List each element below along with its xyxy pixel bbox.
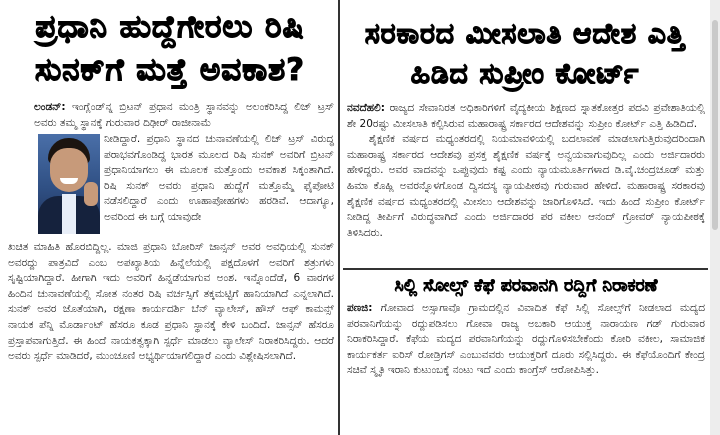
rishi-sunak-headline: ಪ್ರಧಾನಿ ಹುದ್ದೆಗೇರಲು ರಿಷಿ ಸುನಕ್‌ಗೆ ಮತ್ತೆ ಅವಕಾಶ? [34,9,306,88]
scrollbar-thumb[interactable] [712,20,718,230]
supreme-court-para-1: ನವದೆಹಲಿ: ರಾಜ್ಯದ ಸೇವಾನಿರತ ಅಧಿಕಾರಿಗಳಿಗೆ ವೈದ್ಯಕೀಯ ಶಿಕ್ಷಣದ ಸ್ನಾತಕೋತ್ತರ ಪದವಿ ಪ್ರವೇಶಾತಿಯಲ್ಲಿ ಶೇ 20ರಷ್ಟು ಮೀಸಲಾತಿ ಕಲ್ಪಿಸಿರುವ ಮಹಾರಾಷ್ಟ್ರ ಸರ್ಕಾರದ ಆದೇಶವನ್ನು ಸುಪ್ರೀಂ ಕೋರ್ಟ್ ಎತ್ತಿ ಹಿಡಿದಿದೆ. [347,102,705,130]
new-delhi-dateline: ನವದೆಹಲಿ: [347,102,385,114]
london-dateline: ಲಂಡನ್: [34,101,66,113]
supreme-court-body [347,101,705,241]
article-divider [343,268,708,270]
supreme-court-headline: ಸರಕಾರದ ಮೀಸಲಾತಿ ಆದೇಶ ಎತ್ತಿ ಹಿಡಿದ ಸುಪ್ರೀಂ ಕೋರ್ಟ್ [364,17,686,90]
rishi-sunak-intro [34,100,334,131]
right-column [343,0,708,435]
cafe-license-body: ಪಣಜಿ: ಗೋವಾದ ಅಸ್ಸಾಗಾವೊ ಗ್ರಾಮದಲ್ಲಿನ ವಿವಾದಿತ ಕೆಫೆ ಸಿಲ್ಲಿ ಸೋಲ್ಸ್‌ಗೆ ನೀಡಲಾದ ಮದ್ಯದ ಪರವಾನಿಗೆಯನ್ನು ರದ್ದುಪಡಿಸಲು ಗೋವಾ ರಾಜ್ಯ ಅಬಕಾರಿ ಆಯುಕ್ತ ನಾರಾಯಣ ಗಡ್ ಗುರುವಾರ ನಿರಾಕರಿಸಿದ್ದಾರೆ. ಕೆಫೆಯ ಮದ್ಯದ ಪರವಾನಿಗೆಯನ್ನು ರದ್ದುಗೊಳಿಸಬೇಕೆಂದು ಕೋರಿ ವಕೀಲ, ಸಾಮಾಜಿಕ ಕಾರ್ಯಕರ್ತ ಐರಿಸ್ ರೋಡ್ರಿಗಸ್ ಎಂಬುವವರು ಆಯುಕ್ತರಿಗೆ ದೂರು ಸಲ್ಲಿಸಿದ್ದರು. ಈ ಕೆಫೆಯೊಂದಿಗೆ ಕೇಂದ್ರ ಸಚಿವೆ ಸ್ಮೃತಿ ಇರಾನಿ ಕುಟುಂಬಕ್ಕೆ ನಂಟು ಇದೆ ಎಂದು ಕಾಂಗ್ರೆಸ್ ಆರೋಪಿಸಿತ್ತು. [347,302,705,377]
left-column [0,0,340,435]
panaji-dateline: ಪಣಜಿ: [347,302,373,314]
supreme-court-para-2: ಶೈಕ್ಷಣಿಕ ವರ್ಷದ ಮಧ್ಯಂತರದಲ್ಲಿ ನಿಯಮಾವಳಿಯಲ್ಲಿ ಬದಲಾವಣೆ ಮಾಡಲಾಗುತ್ತಿರುವುದರಿಂದಾಗಿ ಮಹಾರಾಷ್ಟ್ರ ಸರ್ಕಾರದ ಆದೇಶವು ಪ್ರಸಕ್ತ ಶೈಕ್ಷಣಿಕ ವರ್ಷಕ್ಕೆ ಅನ್ವಯವಾಗುವುದಿಲ್ಲ ಎಂದು ಅರ್ಜಿದಾರರು ಹೇಳಿದ್ದರು. ಅವರ ವಾದವನ್ನು ಒಪ್ಪುವುದು ಕಷ್ಟ ಎಂದು ನ್ಯಾಯಮೂರ್ತಿಗಳಾದ ಡಿ.ವೈ.ಚಂದ್ರಚೂಡ್ ಮತ್ತು ಹಿಮಾ ಕೊಹ್ಲಿ ಅವರನ್ನೊಳಗೊಂಡ ದ್ವಿಸದಸ್ಯ ನ್ಯಾಯಪೀಠವು ಗುರುವಾರ ಹೇಳಿದೆ. ಮಹಾರಾಷ್ಟ್ರ ಸರಕಾರವು ಶೈಕ್ಷಣಿಕ ವರ್ಷದ ಮಧ್ಯಂತರದಲ್ಲಿ ಮೀಸಲು ಆದೇಶವನ್ನು ಜಾರಿಗೊಳಿಸಿದೆ. ಇದು ಹಿಂದೆ ಸುಪ್ರೀಂ ಕೋರ್ಟ್ ನೀಡಿದ್ದ ತೀರ್ಪಿಗೆ ವಿರುದ್ಧವಾಗಿದೆ ಎಂದು ಅರ್ಜಿದಾರರ ಪರ ವಕೀಲ ಆನಂದ್ ಗ್ರೋವರ್ ನ್ಯಾಯಪೀಠಕ್ಕೆ ತಿಳಿಸಿದರು. [347,133,705,239]
vertical-scrollbar[interactable] [710,0,720,435]
intro-text: ಇಂಗ್ಲೆಂಡ್‌ನ್ನ ಬ್ರಿಟನ್ ಪ್ರಧಾನ ಮಂತ್ರಿ ಸ್ಥಾನವನ್ನು ಅಲಂಕರಿಸಿದ್ದ ಲಿಜ್ ಟ್ರಸ್ ಅವರು ತಮ್ಮ ಸ್ಥಾನಕ್ಕೆ ಗುರುವಾರ ದಿಢೀರ್ ರಾಜೀನಾಮೆ [34,101,334,129]
cafe-license-headline: ಸಿಲ್ಲಿ ಸೋಲ್ಸ್ ಕೆಫೆ ಪರವಾನಗಿ ರದ್ದಿಗೆ ನಿರಾಕರಣೆ [394,276,658,296]
rishi-sunak-body-wrap: ನೀಡಿದ್ದಾರೆ. ಪ್ರಧಾನಿ ಸ್ಥಾನದ ಚುನಾವಣೆಯಲ್ಲಿ ಲಿಜ್ ಟ್ರಸ್ ವಿರುದ್ಧ ಪರಾಭವಗೊಂಡಿದ್ದ ಭಾರತ ಮೂಲದ ರಿಷಿ ಸುನಕ್ ಅವರಿಗೆ ಬ್ರಿಟನ್ ಪ್ರಧಾನಿಯಾಗಲು ಈ ಮೂಲಕ ಮತ್ತೊಂದು ಅವಕಾಶ ಸಿಕ್ಕಂತಾಗಿದೆ. ರಿಷಿ ಸುನಕ್ ಅವರು ಪ್ರಧಾನಿ ಹುದ್ದೆಗೆ ಮತ್ತೊಮ್ಮೆ ಫೈಪೋಟಿ ನಡೆಸಲಿದ್ದಾರೆ ಎಂದು ಊಹಾಪೋಹಗಳು ಹರಡಿವೆ. ಆದಾಗ್ಯೂ, ಅವರಿಂದ ಈ ಬಗ್ಗೆ ಯಾವುದೇ [104,133,334,223]
rishi-sunak-photo [38,134,100,234]
rishi-sunak-body: ಖಚಿತ ಮಾಹಿತಿ ಹೊರಬಿದ್ದಿಲ್ಲ. ಮಾಜಿ ಪ್ರಧಾನಿ ಬೋರಿಸ್ ಜಾನ್ಸನ್ ಅವರ ಅವಧಿಯಲ್ಲಿ ಸುನಕ್ ಅವರದ್ದು ಪಾತ್ರವಿದೆ ಎಂಬ ಅಪಖ್ಯಾತಿಯ ಹಿನ್ನೆಲೆಯಲ್ಲಿ ಪಕ್ಷದೊಳಗೆ ಅವರಿಗೆ ಶತ್ರುಗಳು ಸೃಷ್ಟಿಯಾಗಿದ್ದಾರೆ. ಹೀಗಾಗಿ ಇದು ಅವರಿಗೆ ಹಿನ್ನಡೆಯಾಗುವ ಅಂಶ. ಇನ್ನೊಂದೆಡೆ, 6 ವಾರಗಳ ಹಿಂದಿನ ಚುನಾವಣೆಯಲ್ಲಿ ಸೋತ ನಂತರ ರಿಷಿ ವರ್ಚಸ್ಸಿಗೆ ತಕ್ಕಮಟ್ಟಿಗೆ ಹಾನಿಯಾಗಿದೆ ಎನ್ನಲಾಗಿದೆ. ಸುನಕ್ ಅವರ ಜೊತೆಯಾಗಿ, ರಕ್ಷಣಾ ಕಾರ್ಯದರ್ಶಿ ಬೆನ್ ವ್ಯಾಲೇಸ್, ಹೌಸ್ ಆಫ್ ಕಾಮನ್ಸ್ ನಾಯಕ ಪೆನ್ನಿ ಮೊರ್ಡಾಂಟ್ ಹೆಸರೂ ಕೂಡ ಪ್ರಧಾನಿ ಸ್ಥಾನಕ್ಕೆ ಕೇಳಿ ಬಂದಿದೆ. ಜಾನ್ಸನ್ ಹೆಸರೂ ಪ್ರಸ್ತಾಪವಾಗುತ್ತಿದೆ. ಈ ಹಿಂದೆ ನಾಯಕತ್ವಕ್ಕಾಗಿ ಸ್ಪರ್ಧೆ ಮಾಡಲು ವ್ಯಾಲೇಸ್ ನಿರಾಕರಿಸಿದ್ದರು. ಆದರೆ ಅವರು ಸ್ಪರ್ಧೆ ಮಾಡಿದರೆ, ಮುಂಚೂಣಿ ಅಭ್ಯರ್ಥಿಯಾಗಲಿದ್ದಾರೆ ಎಂದು ವಿಶ್ಲೇಷಿಸಲಾಗಿದೆ. [8,241,334,363]
